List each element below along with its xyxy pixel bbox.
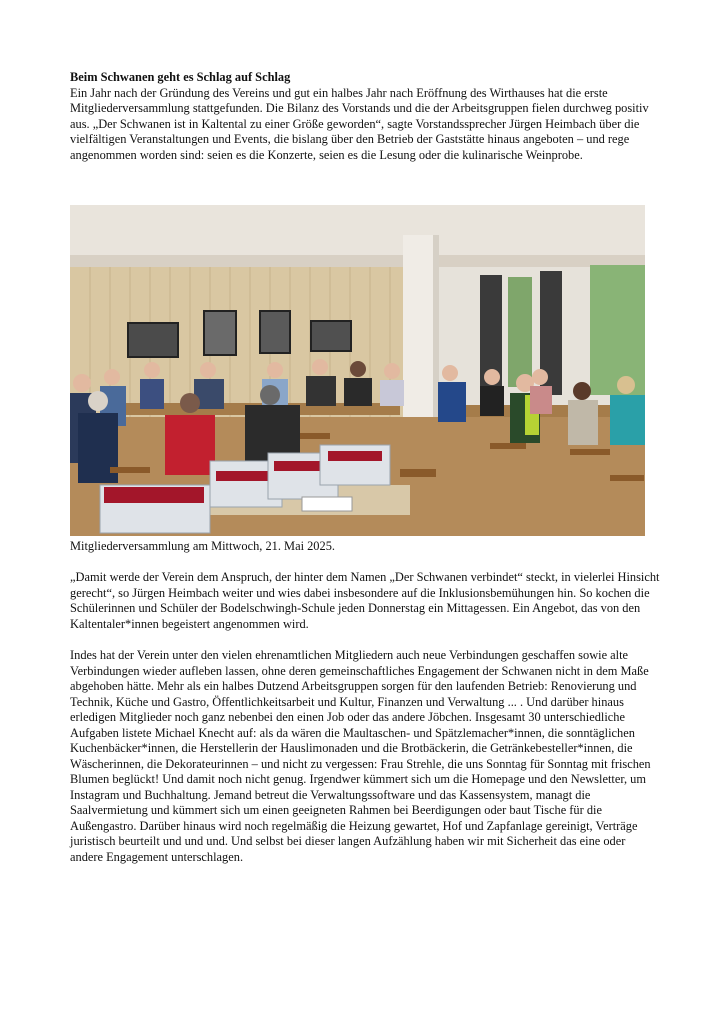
paragraph-gap (70, 632, 660, 648)
photo-caption: Mitgliederversammlung am Mittwoch, 21. Mai 2025. (70, 539, 335, 553)
body-paragraph-2: „Damit werde der Verein dem Anspruch, der hinter dem Namen „Der Schwanen verbindet“ steckt, in vielerlei Hinsicht gerecht“, so Jürgen Heimbach weiter und wies dabei insbesondere auf die Inklusionsbemühungen hin. So kochen die Schülerinnen und Schüler der Bodelschwingh-Schule jeden Donnerstag ein Mittagessen. Ein Angebot, das von den Kaltentaler*innen begeistert angenommen wird. (70, 570, 660, 631)
article-top (70, 70, 660, 163)
meeting-photo (70, 205, 645, 536)
article-title: Beim Schwanen geht es Schlag auf Schlag (70, 70, 291, 84)
intro-paragraph: Ein Jahr nach der Gründung des Vereins und gut ein halbes Jahr nach Eröffnung des Wirthauses hat die erste Mitgliederversammlung stattgefunden. Die Bilanz des Vorstands und die der Arbeitsgruppen fielen durchweg positiv aus. „Der Schwanen ist in Kaltental zu einer Größe geworden“, sagte Vorstandssprecher Jürgen Heimbach über die vielfältigen Veranstaltungen und Events, die bislang über den Betrieb der Gaststätte hinaus angeboten – und rege angenommen worden sind: seien es die Konzerte, seien es die Lesung oder die kulinarische Weinprobe. (70, 85, 649, 162)
body-paragraph-3: Indes hat der Verein unter den vielen ehrenamtlichen Mitgliedern auch neue Verbindungen geschaffen sowie alte Verbindungen wieder aufleben lassen, ohne deren gemeinschaftliches Engagement der Schwanen nicht in dem Maße abgehoben hätte. Mehr als ein halbes Dutzend Arbeitsgruppen sorgen für den laufenden Betrieb: Renovierung und Technik, Küche und Gastro, Öffentlichkeitsarbeit und Kultur, Finanzen und Verwaltung ... . Und darüber hinaus erledigen Mitglieder noch ganz nebenbei den einen Job oder das andere Jöbchen. Insgesamt 30 unterschiedliche Aufgaben listete Michael Knecht auf: als da wären die Maultaschen- und Spätzlemacher*innen, die sonntäglichen Kuchenbäcker*innen, die Herstellerin der Hauslimonaden und die Brotbäckerin, die Getränkebesteller*innen, die Wäscherinnen, die Dekorateurinnen – und nicht zu vergessen: Frau Strehle, die uns Sonntag für Sonntag mit frischen Blumen beglückt! Und damit noch nicht genug. Irgendwer kümmert sich um die Homepage und den Newsletter, um Instagram und Buchhaltung. Jemand betreut die Verwaltungssoftware und das Kassensystem, managt die Saalvermietung und kümmert sich um einen geeigneten Rahmen bei Beerdigungen oder baut Tische für die Außengastro. Darüber hinaus wird noch regelmäßig die Heizung gewartet, Hof und Zapfanlage gereinigt, Verträge juristisch beurteilt und und und. Und selbst bei dieser langen Aufzählung haben wir mit Sicherheit das eine oder andere Engagement unterschlagen. (70, 648, 651, 864)
article-body (70, 570, 660, 865)
